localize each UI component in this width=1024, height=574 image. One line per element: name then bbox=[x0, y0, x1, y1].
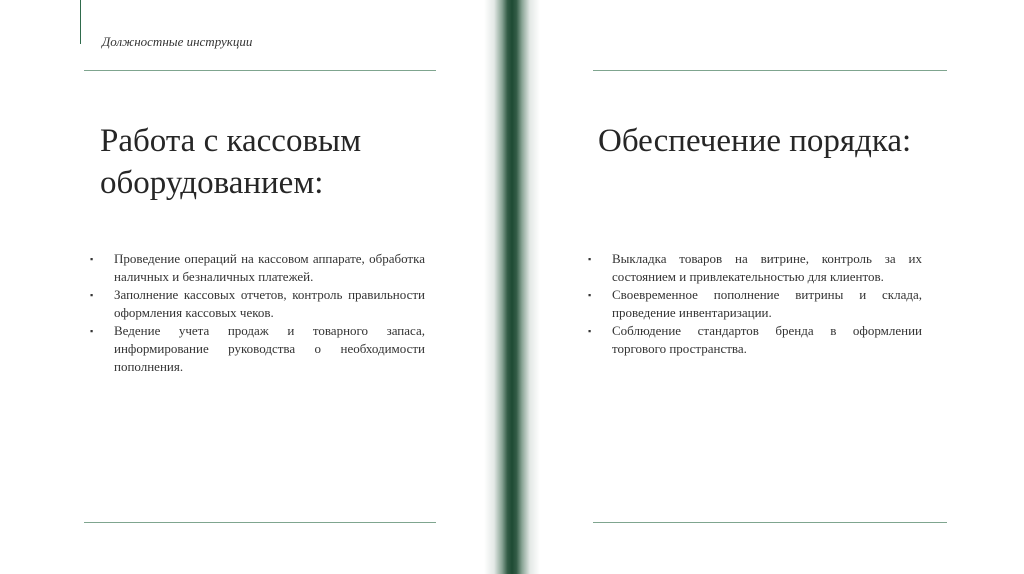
bullet-icon: ▪ bbox=[588, 326, 592, 336]
bullet-icon: ▪ bbox=[90, 290, 94, 300]
list-item-text: Заполнение кассовых отчетов, контроль правильности оформления кассовых чеков. bbox=[114, 287, 425, 320]
right-bottom-rule bbox=[593, 522, 947, 523]
book-spine-divider bbox=[484, 0, 540, 574]
list-item-text: Ведение учета продаж и товарного запаса, информирование руководства о необходимости пополнения. bbox=[114, 323, 425, 374]
right-section-heading: Обеспечение порядка: bbox=[598, 123, 912, 159]
list-item-text: Соблюдение стандартов бренда в оформлении торгового пространства. bbox=[612, 323, 922, 356]
list-item bbox=[586, 322, 922, 358]
left-section-heading: Работа с кассовым оборудованием: bbox=[100, 123, 362, 201]
list-item-text: Выкладка товаров на витрине, контроль за их состоянием и привлекательностью для клиентов. bbox=[612, 251, 922, 284]
left-page-vertical-accent bbox=[80, 0, 81, 44]
list-item-text: Своевременное пополнение витрины и склада, проведение инвентаризации. bbox=[612, 287, 922, 320]
list-item bbox=[88, 286, 425, 322]
bullet-icon: ▪ bbox=[90, 254, 94, 264]
left-bullet-list bbox=[88, 250, 425, 376]
list-item bbox=[586, 286, 922, 322]
right-top-rule bbox=[593, 70, 947, 71]
list-item bbox=[586, 250, 922, 286]
list-item bbox=[88, 322, 425, 376]
left-top-rule bbox=[84, 70, 436, 71]
list-item-text: Проведение операций на кассовом аппарате, обработка наличных и безналичных платежей. bbox=[114, 251, 425, 284]
page-header-title: Должностные инструкции bbox=[102, 34, 253, 49]
left-bottom-rule bbox=[84, 522, 436, 523]
bullet-icon: ▪ bbox=[588, 290, 592, 300]
list-item bbox=[88, 250, 425, 286]
bullet-icon: ▪ bbox=[588, 254, 592, 264]
right-bullet-list bbox=[586, 250, 922, 358]
bullet-icon: ▪ bbox=[90, 326, 94, 336]
